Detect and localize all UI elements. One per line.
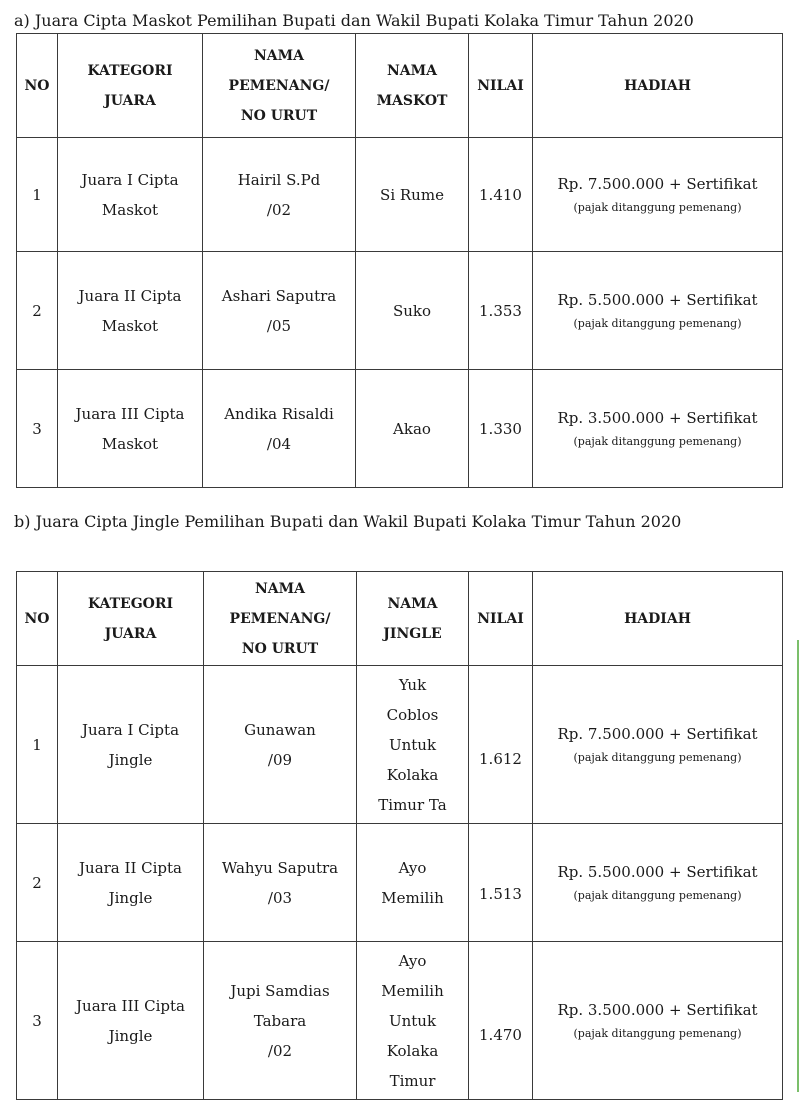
cell-kategori: Juara I Cipta Maskot bbox=[58, 138, 203, 252]
header-nilai: NILAI bbox=[469, 34, 533, 138]
cell-nama-jingle: Ayo Memilih bbox=[357, 824, 469, 942]
header-nama-maskot: NAMA MASKOT bbox=[356, 34, 469, 138]
header-nama-pemenang: NAMA PEMENANG/ NO URUT bbox=[203, 34, 356, 138]
cell-nama-jingle: Ayo Memilih Untuk Kolaka Timur bbox=[357, 942, 469, 1100]
cell-nilai: 1.330 bbox=[469, 370, 533, 488]
cell-hadiah: Rp. 7.500.000 + Sertifikat (pajak ditanggung pemenang) bbox=[533, 138, 783, 252]
header-no: NO bbox=[17, 572, 58, 666]
table-row bbox=[17, 370, 783, 488]
cell-kategori: Juara III Cipta Maskot bbox=[58, 370, 203, 488]
table-header-row bbox=[17, 34, 783, 138]
cell-no: 1 bbox=[17, 666, 58, 824]
cell-no: 1 bbox=[17, 138, 58, 252]
table-header-row bbox=[17, 572, 783, 666]
header-nama-pemenang: NAMA PEMENANG/ NO URUT bbox=[204, 572, 357, 666]
table-row bbox=[17, 824, 783, 942]
cell-nama-maskot: Si Rume bbox=[356, 138, 469, 252]
cell-hadiah: Rp. 3.500.000 + Sertifikat (pajak ditanggung pemenang) bbox=[533, 370, 783, 488]
header-no: NO bbox=[17, 34, 58, 138]
cell-nama-pemenang: Gunawan /09 bbox=[204, 666, 357, 824]
cell-no: 2 bbox=[17, 824, 58, 942]
cell-nama-maskot: Akao bbox=[356, 370, 469, 488]
cell-kategori: Juara II Cipta Jingle bbox=[58, 824, 204, 942]
cell-no: 3 bbox=[17, 370, 58, 488]
cell-no: 2 bbox=[17, 252, 58, 370]
table-row bbox=[17, 252, 783, 370]
cell-kategori: Juara III Cipta Jingle bbox=[58, 942, 204, 1100]
table-row bbox=[17, 942, 783, 1100]
cell-nama-pemenang: Jupi Samdias Tabara /02 bbox=[204, 942, 357, 1100]
header-nama-jingle: NAMA JINGLE bbox=[357, 572, 469, 666]
cell-hadiah: Rp. 5.500.000 + Sertifikat (pajak ditanggung pemenang) bbox=[533, 824, 783, 942]
cell-hadiah: Rp. 3.500.000 + Sertifikat (pajak ditanggung pemenang) bbox=[533, 942, 783, 1100]
cell-nama-pemenang: Andika Risaldi /04 bbox=[203, 370, 356, 488]
cell-nilai: 1.470 bbox=[469, 942, 533, 1100]
cell-nama-jingle: Yuk Coblos Untuk Kolaka Timur Ta bbox=[357, 666, 469, 824]
cell-nilai: 1.410 bbox=[469, 138, 533, 252]
header-hadiah: HADIAH bbox=[533, 572, 783, 666]
header-nilai: NILAI bbox=[469, 572, 533, 666]
cell-nilai: 1.353 bbox=[469, 252, 533, 370]
cell-nama-pemenang: Hairil S.Pd /02 bbox=[203, 138, 356, 252]
cell-kategori: Juara II Cipta Maskot bbox=[58, 252, 203, 370]
section-a-title: a) Juara Cipta Maskot Pemilihan Bupati dan Wakil Bupati Kolaka Timur Tahun 2020 bbox=[14, 11, 694, 30]
cell-kategori: Juara I Cipta Jingle bbox=[58, 666, 204, 824]
cell-nama-pemenang: Ashari Saputra /05 bbox=[203, 252, 356, 370]
header-kategori: KATEGORI JUARA bbox=[58, 34, 203, 138]
header-hadiah: HADIAH bbox=[533, 34, 783, 138]
page-edge-divider bbox=[797, 640, 799, 1092]
cell-nama-pemenang: Wahyu Saputra /03 bbox=[204, 824, 357, 942]
cell-no: 3 bbox=[17, 942, 58, 1100]
section-b-title: b) Juara Cipta Jingle Pemilihan Bupati dan Wakil Bupati Kolaka Timur Tahun 2020 bbox=[14, 512, 682, 531]
table-row bbox=[17, 666, 783, 824]
cell-hadiah: Rp. 7.500.000 + Sertifikat (pajak ditanggung pemenang) bbox=[533, 666, 783, 824]
table-row bbox=[17, 138, 783, 252]
cell-nilai: 1.612 bbox=[469, 666, 533, 824]
cell-nama-maskot: Suko bbox=[356, 252, 469, 370]
mascot-winners-table bbox=[16, 33, 783, 488]
header-kategori: KATEGORI JUARA bbox=[58, 572, 204, 666]
cell-nilai: 1.513 bbox=[469, 824, 533, 942]
cell-hadiah: Rp. 5.500.000 + Sertifikat (pajak ditanggung pemenang) bbox=[533, 252, 783, 370]
jingle-winners-table bbox=[16, 571, 783, 1100]
